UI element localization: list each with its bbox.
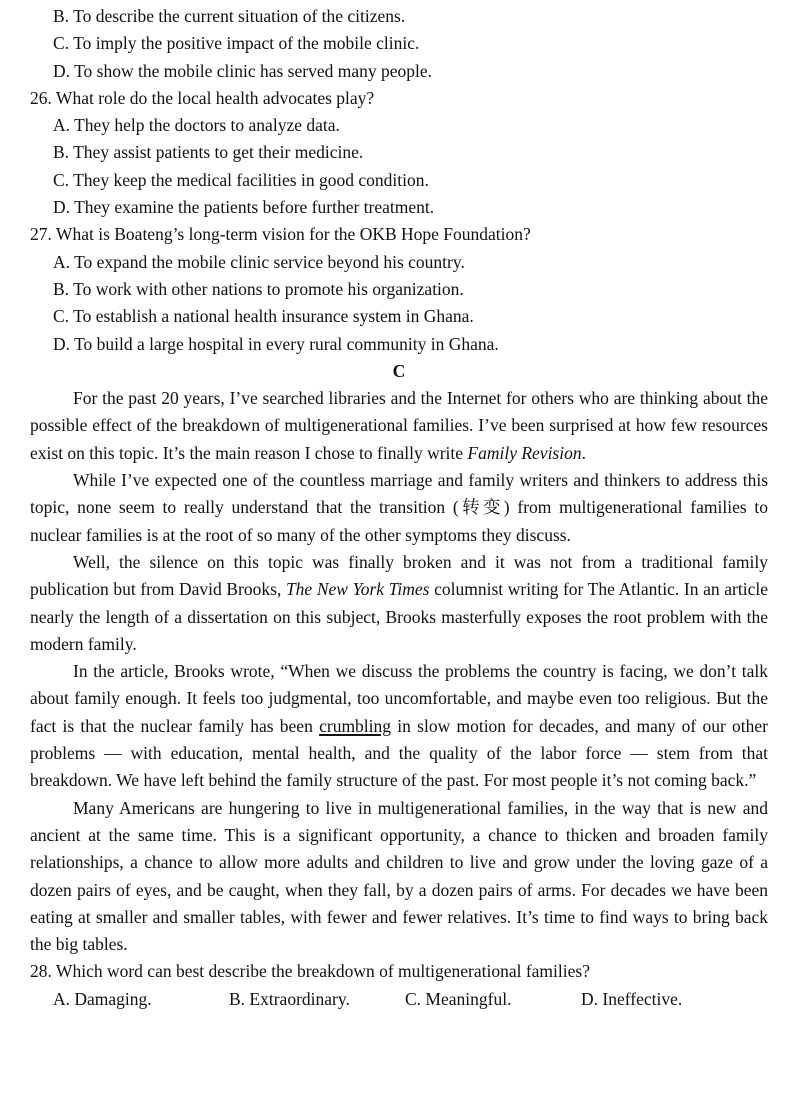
publication-new-york-times: The New York Times xyxy=(285,579,430,600)
section-c xyxy=(30,358,768,959)
q26-stem: 26. What role do the local health advocates play? xyxy=(30,87,375,108)
p1-text-after: . xyxy=(581,442,586,463)
question-26 xyxy=(30,85,768,221)
question-27 xyxy=(30,221,768,357)
passage-paragraph-5: Many Americans are hungering to live in multigenerational families, in the way that is new and ancient at the same time. This is a significant opportunity, a chance to thicken and broaden family relationships, a chance to allow more adults and children to live and grow under the loving gaze of a dozen pairs of eyes, and be caught, when they fall, by a dozen pairs of arms. For decades we have been eating at smaller and smaller tables, with fewer and fewer relatives. It’s time to find ways to bring back the big tables. xyxy=(30,797,768,955)
q28-options-row xyxy=(30,986,768,1013)
p4-text-after: in slow motion for decades, and many of our other problems — with education, mental health, and the quality of the labor force — stem from that breakdown. We have left behind the family structure of the past. For most people it’s not coming back.” xyxy=(30,715,768,791)
q27-option-a: A. To expand the mobile clinic service beyond his country. xyxy=(53,251,465,272)
q28-option-b: B. Extraordinary. xyxy=(229,988,350,1009)
book-title-family-revision: Family Revision xyxy=(467,442,582,463)
q27-stem: 27. What is Boateng’s long-term vision for the OKB Hope Foundation? xyxy=(30,224,531,245)
q25-option-c: C. To imply the positive impact of the mobile clinic. xyxy=(53,33,420,54)
q28-stem: 28. Which word can best describe the breakdown of multigenerational families? xyxy=(30,961,590,982)
q26-option-a: A. They help the doctors to analyze data. xyxy=(53,115,340,136)
q26-option-b: B. They assist patients to get their medicine. xyxy=(53,142,364,163)
section-c-heading: C xyxy=(392,360,406,381)
p4-text-before: In the article, Brooks wrote, “When we discuss the problems the country is facing, we don’t talk about family enough. It feels too judgmental, too uncomfortable, and maybe even too religious. But the fact is that the nuclear family has been xyxy=(30,661,768,736)
q25-option-b: B. To describe the current situation of the citizens. xyxy=(53,6,406,26)
q27-option-d: D. To build a large hospital in every rural community in Ghana. xyxy=(53,333,499,354)
q28-option-a: A. Damaging. xyxy=(53,988,152,1009)
q28-option-d: D. Ineffective. xyxy=(581,988,683,1009)
q25-option-d: D. To show the mobile clinic has served many people. xyxy=(53,60,432,81)
passage-paragraph-3 xyxy=(30,549,768,658)
question-28 xyxy=(30,958,768,1013)
q27-option-b: B. To work with other nations to promote his organization. xyxy=(53,278,464,299)
passage-paragraph-1 xyxy=(30,385,768,467)
question-25-options xyxy=(30,3,768,85)
underlined-word-crumbling: crumbling xyxy=(319,715,392,736)
passage-paragraph-2: While I’ve expected one of the countless marriage and family writers and thinkers to address this topic, none seem to really understand that the transition (转变) from multigenerational families to nuclear families is at the root of so many of the other symptoms they discuss. xyxy=(30,470,768,545)
q28-option-c: C. Meaningful. xyxy=(405,988,512,1009)
p1-text-before: For the past 20 years, I’ve searched libraries and the Internet for others who are thinking about the possible effect of the breakdown of multigenerational families. I’ve been surprised at how few resources exist on this topic. It’s the main reason I chose to finally write xyxy=(30,388,768,463)
p3-text-before: Well, the silence on this topic was finally broken and it was not from a traditional family publication but from David Brooks, xyxy=(30,551,768,600)
p3-text-after: columnist writing for The Atlantic. In an article nearly the length of a dissertation on this subject, Brooks masterfully exposes the root problem with the modern family. xyxy=(30,579,768,654)
q27-option-c: C. To establish a national health insurance system in Ghana. xyxy=(53,306,474,327)
passage-paragraph-4 xyxy=(30,658,768,794)
q26-option-c: C. They keep the medical facilities in good condition. xyxy=(53,169,429,190)
q26-option-d: D. They examine the patients before further treatment. xyxy=(53,197,435,218)
